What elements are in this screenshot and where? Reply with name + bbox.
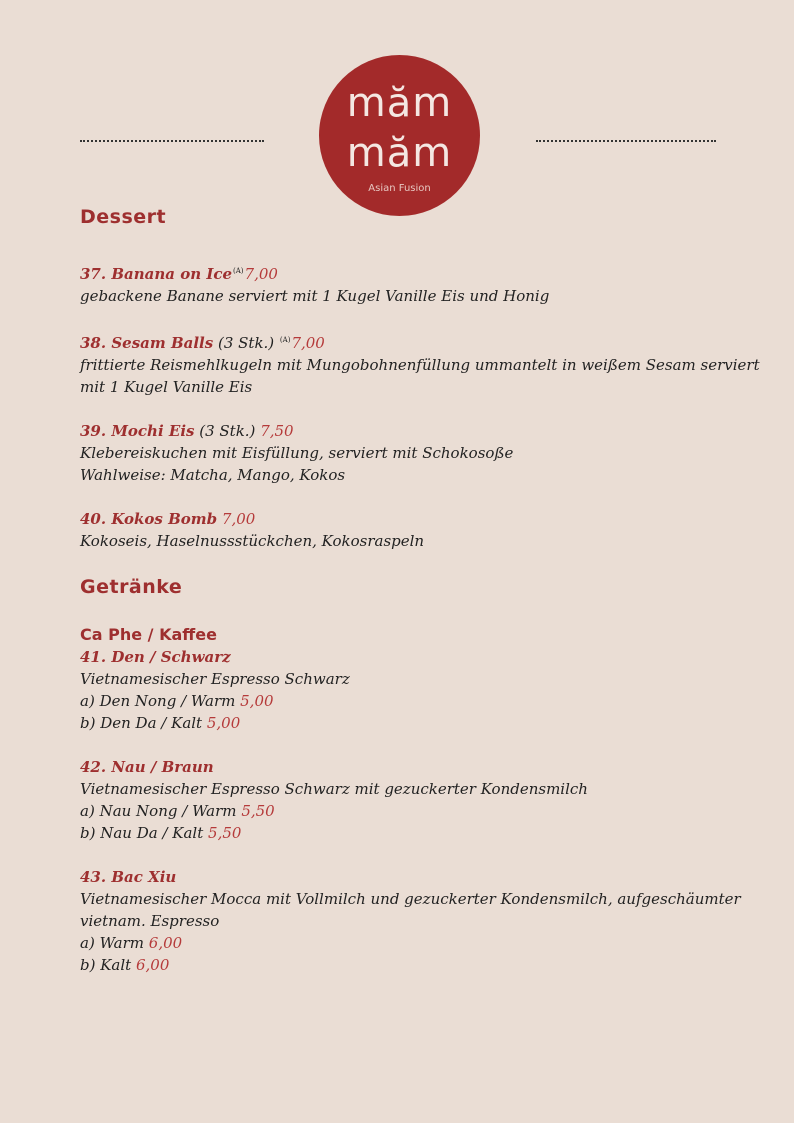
dotted-divider-left	[80, 140, 264, 142]
option-label: a) Den Nong / Warm	[80, 692, 236, 710]
option-label: a) Nau Nong / Warm	[80, 802, 237, 820]
item-options: Wahlweise: Matcha, Mango, Kokos	[80, 466, 346, 484]
menu-item-39	[80, 420, 760, 486]
option-label: b) Nau Da / Kalt	[80, 824, 204, 842]
item-description: Vietnamesischer Espresso Schwarz mit gezuckerter Kondensmilch	[80, 780, 588, 798]
item-name: 42. Nau / Braun	[80, 758, 214, 776]
item-quantity: (3 Stk.)	[194, 422, 261, 440]
menu-item-41	[80, 646, 760, 734]
menu-item-43	[80, 866, 760, 976]
option-label: b) Kalt	[80, 956, 132, 974]
option-price: 5,00	[240, 692, 274, 710]
item-quantity: (3 Stk.)	[213, 334, 279, 352]
section-heading-drinks: Getränke	[80, 576, 183, 598]
item-description: gebackene Banane serviert mit 1 Kugel Vanille Eis und Honig	[80, 287, 550, 305]
logo-line-1: măm	[346, 80, 453, 126]
menu-item-37	[80, 260, 760, 307]
allergen-note: (A)	[233, 267, 244, 275]
item-option	[80, 800, 760, 822]
item-description: Klebereiskuchen mit Eisfüllung, serviert mit Schokosoße	[80, 444, 514, 462]
item-name: 37. Banana on Ice	[80, 265, 233, 283]
item-description: Vietnamesischer Mocca mit Vollmilch und gezuckerter Kondensmilch, aufgeschäumter vietnam. Espresso	[80, 890, 741, 930]
item-description: frittierte Reismehlkugeln mit Mungobohnenfüllung ummantelt in weißem Sesam serviert mit 1 Kugel Vanille Eis	[80, 356, 760, 396]
item-description: Vietnamesischer Espresso Schwarz	[80, 670, 350, 688]
logo-line-2: măm	[346, 130, 453, 176]
item-price: 7,00	[291, 334, 325, 352]
item-description: Kokoseis, Haselnussstückchen, Kokosraspeln	[80, 532, 425, 550]
item-name: 41. Den / Schwarz	[80, 648, 231, 666]
option-price: 5,50	[241, 802, 275, 820]
item-option	[80, 954, 760, 976]
menu-content	[80, 206, 760, 976]
item-name: 40. Kokos Bomb	[80, 510, 218, 528]
item-price: 7,00	[244, 265, 278, 283]
item-name: 39. Mochi Eis	[80, 422, 195, 440]
option-label: a) Warm	[80, 934, 145, 952]
dotted-divider-right	[536, 140, 716, 142]
item-price: 7,00	[221, 510, 256, 528]
option-price: 5,00	[206, 714, 241, 732]
allergen-note: (A)	[279, 336, 291, 344]
item-option	[80, 712, 760, 734]
menu-item-42	[80, 756, 760, 844]
section-heading-dessert: Dessert	[80, 206, 167, 228]
item-name: 43. Bac Xiu	[80, 868, 177, 886]
option-price: 6,00	[148, 934, 183, 952]
logo-subtitle: Asian Fusion	[368, 183, 431, 194]
option-price: 6,00	[135, 956, 170, 974]
menu-item-40	[80, 508, 760, 552]
menu-item-38	[80, 329, 760, 398]
subsection-heading-coffee: Ca Phe / Kaffee	[80, 625, 217, 644]
mam-mam-logo	[319, 55, 480, 216]
item-option	[80, 822, 760, 844]
item-option	[80, 690, 760, 712]
item-option	[80, 932, 760, 954]
item-price: 7,50	[260, 422, 294, 440]
option-price: 5,50	[208, 824, 242, 842]
option-label: b) Den Da / Kalt	[80, 714, 203, 732]
item-name: 38. Sesam Balls	[80, 334, 214, 352]
